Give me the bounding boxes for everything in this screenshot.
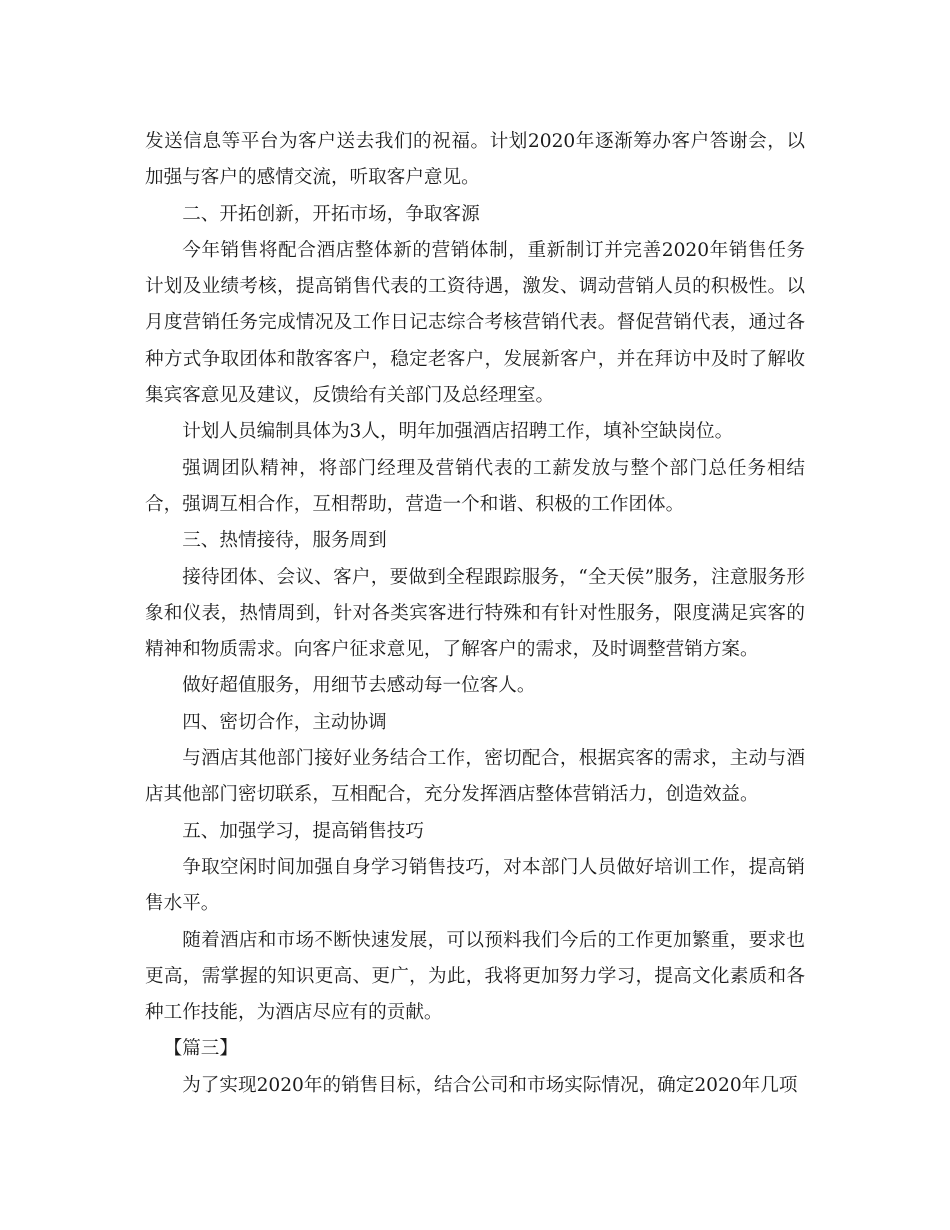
paragraph: 与酒店其他部门接好业务结合工作，密切配合，根据宾客的需求，主动与酒店其他部门密切联系，互相配合，充分发挥酒店整体营销活力，创造效益。 [145, 748, 805, 806]
chapter-heading: 【篇三】 [163, 1038, 238, 1060]
paragraph: 接待团体、会议、客户，要做到全程跟踪服务，“全天侯”服务，注意服务形象和仪表，热情周到，针对各类宾客进行特殊和有针对性服务，限度满足宾客的精神和物质需求。向客户征求意见，了解客户的需求，及时调整营销方案。 [145, 566, 805, 661]
paragraph: 计划人员编制具体为3人，明年加强酒店招聘工作，填补空缺岗位。 [182, 421, 734, 443]
paragraph: 争取空闲时间加强自身学习销售技巧，对本部门人员做好培训工作，提高销售水平。 [145, 856, 805, 915]
paragraph: 为了实现2020年的销售目标，结合公司和市场实际情况，确定2020年几项 [182, 1074, 798, 1096]
section-heading-4: 四、密切合作，主动协调 [182, 711, 387, 733]
section-heading-2: 二、开拓创新，开拓市场，争取客源 [182, 203, 480, 225]
paragraph-continuation: 发送信息等平台为客户送去我们的祝福。计划2020年逐渐筹办客户答谢会，以加强与客户的感情交流，听取客户意见。 [145, 131, 805, 189]
paragraph: 做好超值服务，用细节去感动每一位客人。 [182, 675, 536, 697]
document-body [145, 124, 805, 1104]
section-heading-5: 五、加强学习，提高销售技巧 [182, 820, 424, 842]
section-heading-3: 三、热情接待，服务周到 [182, 530, 387, 552]
paragraph: 随着酒店和市场不断快速发展，可以预料我们今后的工作更加繁重，要求也更高，需掌握的知识更高、更广，为此，我将更加努力学习，提高文化素质和各种工作技能，为酒店尽应有的贡献。 [145, 929, 805, 1024]
paragraph: 强调团队精神，将部门经理及营销代表的工薪发放与整个部门总任务相结合，强调互相合作，互相帮助，营造一个和谐、积极的工作团体。 [145, 457, 805, 515]
paragraph: 今年销售将配合酒店整体新的营销体制，重新制订并完善2020年销售任务计划及业绩考核，提高销售代表的工资待遇，激发、调动营销人员的积极性。以月度营销任务完成情况及工作日记志综合考核营销代表。督促营销代表，通过各种方式争取团体和散客客户，稳定老客户，发展新客户，并在拜访中及时了解收集宾客意见及建议，反馈给有关部门及总经理室。 [145, 239, 805, 407]
